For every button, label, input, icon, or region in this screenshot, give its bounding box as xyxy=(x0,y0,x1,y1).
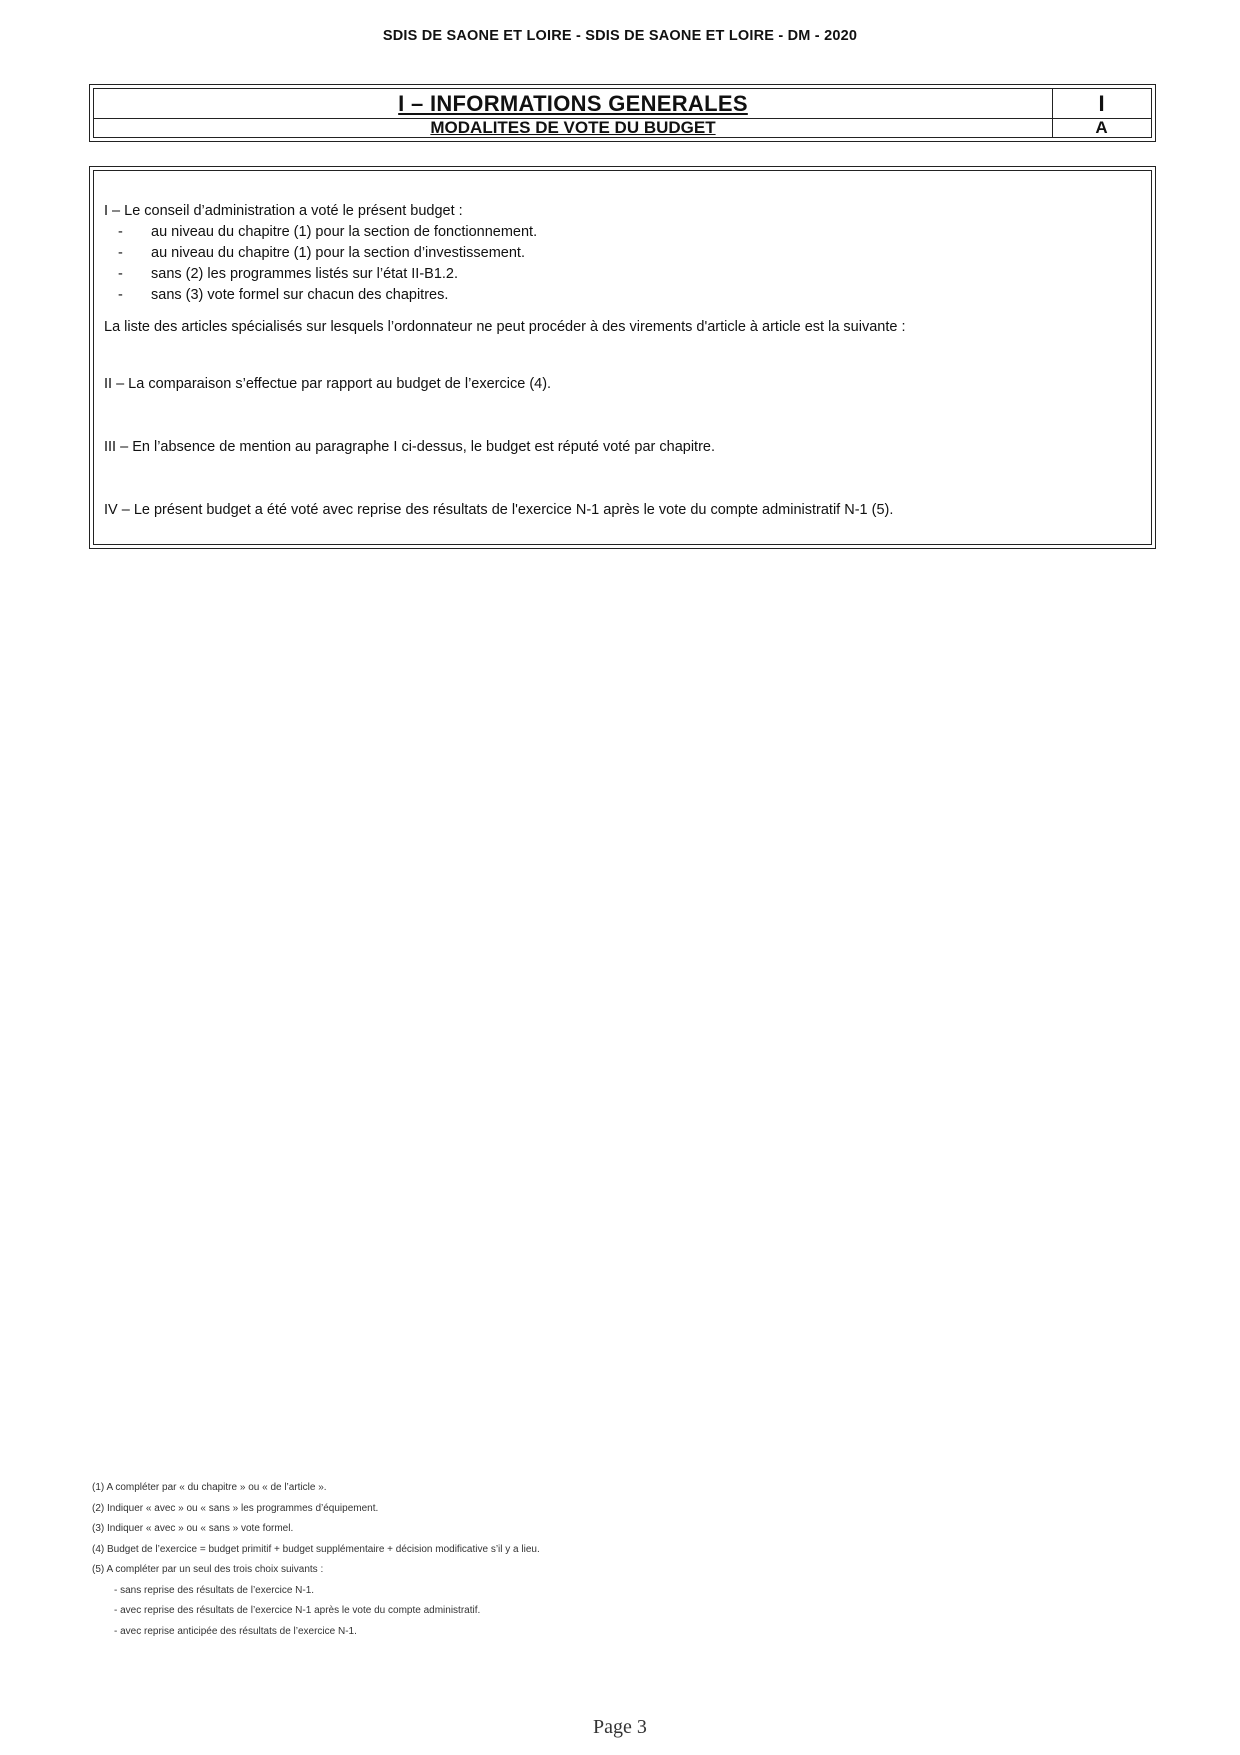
bullet-text: au niveau du chapitre (1) pour la section d’investissement. xyxy=(151,245,525,261)
articles-list-text: La liste des articles spécialisés sur lesquels l’ordonnateur ne peut procéder à des virements d'article à article est la suivante : xyxy=(104,319,906,335)
para2: II – La comparaison s’effectue par rapport au budget de l’exercice (4). xyxy=(104,376,552,392)
footnotes xyxy=(92,1478,540,1642)
title-row-sub xyxy=(94,118,1052,137)
subsection-code: A xyxy=(1095,117,1108,137)
para3: III – En l’absence de mention au paragraphe I ci-dessus, le budget est réputé voté par chapitre. xyxy=(104,439,715,455)
bullet-text: sans (2) les programmes listés sur l’état II-B1.2. xyxy=(151,266,459,282)
bullet-text: sans (3) vote formel sur chacun des chapitres. xyxy=(151,287,449,303)
code-row-sub xyxy=(1052,118,1151,137)
bullet-dash: - xyxy=(118,245,123,261)
bullet-text: au niveau du chapitre (1) pour la section de fonctionnement. xyxy=(151,224,538,240)
title-box xyxy=(89,84,1156,142)
list-item xyxy=(104,264,1141,285)
list-item xyxy=(104,243,1141,264)
footnote-choice-2: - avec reprise des résultats de l’exercice N-1 après le vote du compte administratif. xyxy=(114,1605,481,1616)
bullet-dash: - xyxy=(118,224,123,240)
footnote-choice-1: - sans reprise des résultats de l’exercice N-1. xyxy=(114,1584,315,1596)
footnote-4: (4) Budget de l’exercice = budget primitif + budget supplémentaire + décision modificative s’il y a lieu. xyxy=(92,1543,540,1555)
para1-intro: I – Le conseil d’administration a voté le présent budget : xyxy=(104,203,463,219)
content-box-inner xyxy=(93,170,1152,545)
list-item xyxy=(104,285,1141,306)
footnote-1: (1) A compléter par « du chapitre » ou « de l’article ». xyxy=(92,1482,327,1493)
section-subtitle: MODALITES DE VOTE DU BUDGET xyxy=(430,117,716,137)
bullet-dash: - xyxy=(118,287,123,303)
page-number: Page 3 xyxy=(593,1716,647,1738)
title-row-main xyxy=(94,89,1052,119)
code-row-main xyxy=(1052,89,1151,119)
footnote-2: (2) Indiquer « avec » ou « sans » les programmes d’équipement. xyxy=(92,1502,379,1514)
section-code: I xyxy=(1098,90,1105,116)
title-box-inner xyxy=(93,88,1152,138)
footnote-choice-3: - avec reprise anticipée des résultats de l’exercice N-1. xyxy=(114,1625,357,1637)
title-code-cell xyxy=(1052,89,1151,137)
section-title: I – INFORMATIONS GENERALES xyxy=(398,90,748,116)
document-header: SDIS DE SAONE ET LOIRE - SDIS DE SAONE ET LOIRE - DM - 2020 xyxy=(382,28,858,44)
list-item xyxy=(104,222,1141,243)
content-text xyxy=(104,201,1141,338)
para4: IV – Le présent budget a été voté avec reprise des résultats de l'exercice N-1 après le vote du compte administratif N-1 (5). xyxy=(104,502,894,518)
content-box xyxy=(89,166,1156,549)
footnote-5: (5) A compléter par un seul des trois choix suivants : xyxy=(92,1564,324,1575)
bullet-dash: - xyxy=(118,266,123,282)
title-main-cell xyxy=(94,89,1053,137)
footnote-3: (3) Indiquer « avec » ou « sans » vote formel. xyxy=(92,1523,294,1534)
vote-bullets xyxy=(104,222,1141,306)
